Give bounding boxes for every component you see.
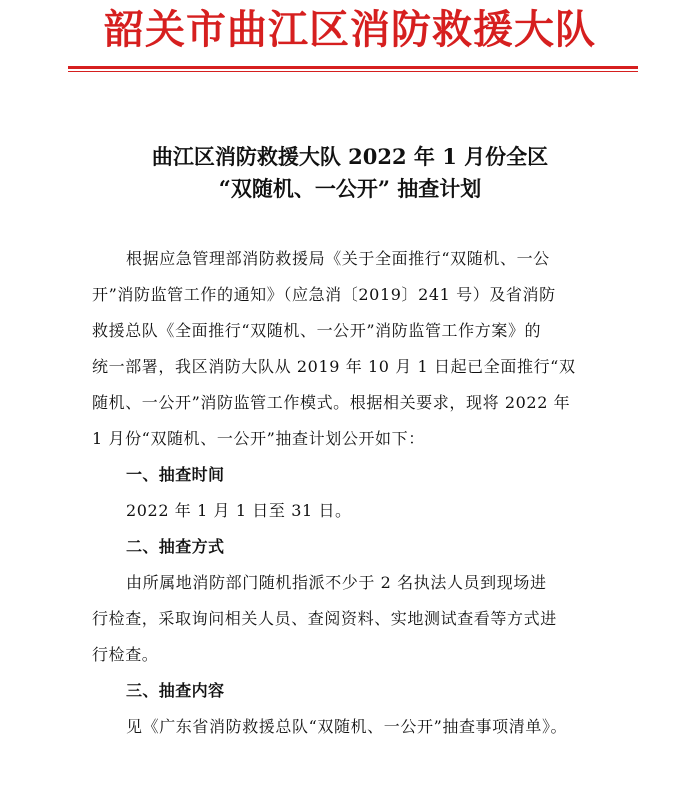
intro-line: 统一部署，我区消防大队从 2019 年 10 月 1 日起已全面推行“双 [92,357,576,376]
section-time-line: 2022 年 1 月 1 日至 31 日。 [126,501,352,520]
section-content-line: 见《广东省消防救援总队“双随机、一公开”抽查事项清单》。 [126,717,568,736]
intro-line: 救援总队《全面推行“双随机、一公开”消防监管工作方案》的 [92,321,542,340]
section-heading-method: 二、抽查方式 [126,537,225,556]
document-title-line-2: “双随机、一公开” 抽查计划 [218,176,482,201]
intro-line: 1 月份“双随机、一公开”抽查计划公开如下： [92,429,425,448]
letterhead-rule-thin [68,71,638,72]
document-title-line-1: 曲江区消防救援大队 2022 年 1 月份全区 [151,144,549,169]
intro-line: 开”消防监管工作的通知》（应急消〔2019〕241 号）及省消防 [92,285,556,304]
intro-line: 随机、一公开”消防监管工作模式。根据相关要求，现将 2022 年 [92,393,571,412]
letterhead-rule-thick [68,66,638,69]
letterhead-org-name: 韶关市曲江区消防救援大队 [104,6,596,53]
section-heading-time: 一、抽查时间 [126,465,225,484]
section-heading-content: 三、抽查内容 [126,681,225,700]
intro-line: 根据应急管理部消防救援局《关于全面推行“双随机、一公 [126,249,550,268]
section-method-line: 行检查。 [92,645,159,664]
section-method-line: 由所属地消防部门随机指派不少于 2 名执法人员到现场进 [126,573,547,592]
section-method-line: 行检查，采取询问相关人员、查阅资料、实地测试查看等方式进 [92,609,557,628]
